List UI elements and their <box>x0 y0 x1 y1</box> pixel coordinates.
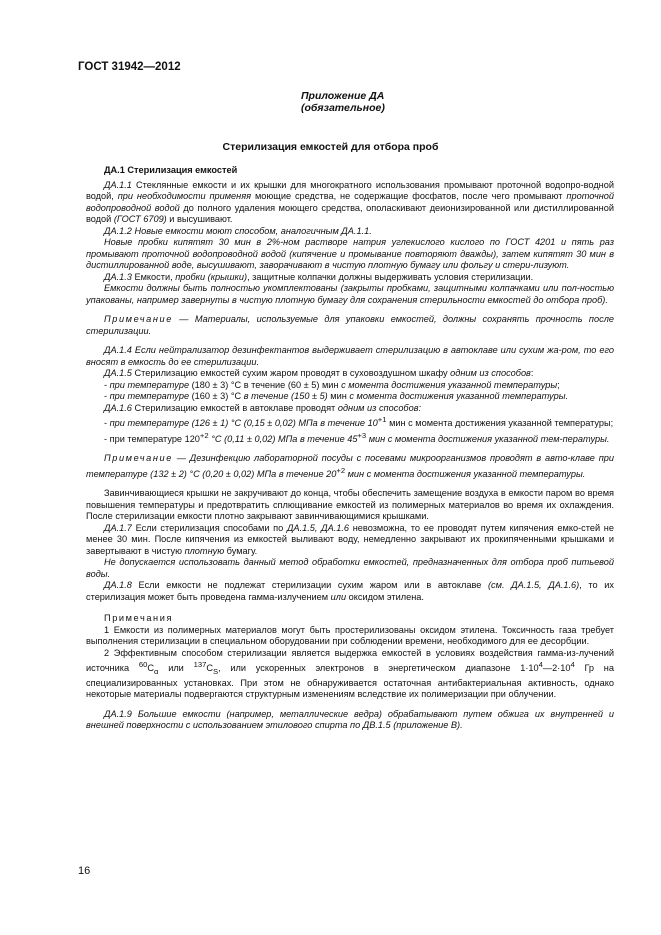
clause-number: ДА.1.3 <box>104 271 132 282</box>
note-ethylene-oxide: 1 Емкости из полимерных материалов могут быть простерилизованы оксидом этилена. Токсичность газа требует выполнения стерилизации в специальном оборудовании при соблюдении времени, необходимого для ее десорбции. <box>86 624 614 647</box>
paragraph-da-1-4: ДА.1.4 Если нейтрализатор дезинфектантов выдерживает стерилизацию в автоклаве или сухим жа-ром, то его вносят в емкость до ее стерилизации. <box>86 345 614 367</box>
paragraph-da-1-3: ДА.1.3 Емкости, пробки (крышки), защитные колпачки должны выдерживать условия стерилизации. <box>104 271 534 282</box>
section-heading: ДА.1 Стерилизация емкостей <box>104 165 238 175</box>
notes-heading: Примечания <box>104 613 174 624</box>
clause-number: ДА.1.5 <box>104 368 132 378</box>
paragraph-new-stoppers: Новые пробки кипятят 30 мин в 2%-ном растворе натрия углекислого кислого по ГОСТ 4201 и пять раз промывают проточной водопроводной водой (кипячение и промывание повторяют дважды), затем кипятят 30 мин в дистиллированной воде, высушивают, заворачивают в чистую плотную бумагу или фольгу и стери-лизуют. <box>86 237 614 270</box>
paragraph-da-1-7: ДА.1.7 Если стерилизация способами по ДА.1.5, ДА.1.6 невозможна, то ее проводят путем кипячения емко-стей не менее 30 мин. После кипячения из емкостей выливают воду, немедленно закрывают их прокипяченными крышками и завертывают в чистую плотную бумагу. <box>86 522 614 556</box>
page-number: 16 <box>78 865 91 877</box>
note-label: Примечание <box>104 314 173 324</box>
clause-number: ДА.1.6 <box>104 402 132 413</box>
note-disinfection: Примечание — Дезинфекцию лабораторной посуды с посевами микроорганизмов проводят в авто-клаве при температуре (132 ± 2) °С (0,20 ± 0,02) МПа в течение $20^{+2}$ мин с момента достижения указанной температуры. <box>86 453 614 479</box>
paragraph-drinking-water: Не допускается использовать данный метод обработки емкостей, предназначенных для отбора проб питьевой воды. <box>86 557 614 579</box>
list-item-autoclave-120: - при температуре $120^{+2}$ °С (0,11 ± 0,02) МПа в течение $45^{+3}$ мин с момента достижения указанной тем-пературы. <box>104 430 610 444</box>
paragraph-screw-caps: Завинчивающиеся крышки не закручивают до конца, чтобы обеспечить замещение воздуха в емкости паром во время повышения температуры и предотвратить сплющивание емкостей из полимерных материалов во время их охлаждения. После стерилизации емкости плотно закрывают завинчивающимися крышками. <box>86 488 614 522</box>
paragraph-da-1-6: ДА.1.6 Стерилизацию емкостей в автоклаве проводят одним из способов: <box>104 402 422 413</box>
note-label: Примечание <box>104 453 173 464</box>
list-item-dry-heat-160: - при температуре (160 ± 3) °С в течение (150 ± 5) мин с момента достижения указанной температуры. <box>104 391 569 401</box>
appendix-label <box>301 90 385 114</box>
paragraph-da-1-5: ДА.1.5 Стерилизацию емкостей сухим жаром проводят в суховоздушном шкафу одним из способов: <box>104 368 534 378</box>
clause-number: ДА.1.7 <box>104 522 132 533</box>
clause-number: ДА.1.8 <box>104 580 132 591</box>
paragraph-da-1-9: ДА.1.9 Большие емкости (например, металлические ведра) обрабатывают путем обжига их внутренней и внешней поверхности с использованием этилового спирта по ДВ.1.5 (приложение В). <box>86 708 614 731</box>
document-body <box>86 165 614 732</box>
paragraph-da-1-8: ДА.1.8 Если емкости не подлежат стерилизации сухим жаром или в автоклаве (см. ДА.1.5, ДА.1.6), то их стерилизация может быть проведена гамма-излучением или оксидом этилена. <box>86 580 614 602</box>
standard-header: ГОСТ 31942—2012 <box>78 61 181 73</box>
clause-number: ДА.1.1 <box>104 179 132 190</box>
note-gamma-radiation: 2 Эффективным способом стерилизации является выдержка емкостей в условиях воздействия гамма-из-лучений источника $^{60}C_\alpha$ или $^{137}C_S$, или ускоренных электронов в энергетическом диапазоне $1\cdot 10^4—2\cdot 10^4$ Гр на специализированных установках. При этом не обнаруживается остаточная антибактериальная активность, однако некоторые материалы подвергаются структурным изменениям вследствие их полимеризации при облучении. <box>86 647 614 700</box>
note-packaging: Примечание — Материалы, используемые для упаковки емкостей, должны сохранять прочность после стерилизации. <box>86 314 614 336</box>
appendix-name: Приложение ДА <box>301 90 385 102</box>
paragraph-completeness: Емкости должны быть полностью укомплектованы (закрыты пробками, защитными колпачками или пол-ностью упакованы, например завернуты в чистую плотную бумагу для сохранения стерильности емкостей до отбора проб). <box>86 283 614 305</box>
list-item-dry-heat-180: - при температуре (180 ± 3) °С в течение (60 ± 5) мин с момента достижения указанной температуры; <box>104 379 560 390</box>
list-item-autoclave-126: - при температуре (126 ± 1) °С (0,15 ± 0,02) МПа в течение $10^{+1}$ мин с момента достижения указанной температуры; <box>104 415 614 429</box>
appendix-status: (обязательное) <box>301 102 385 114</box>
paragraph-da-1-2: ДА.1.2 Новые емкости моют способом, аналогичным ДА.1.1. <box>104 225 372 236</box>
page-title: Стерилизация емкостей для отбора проб <box>222 141 439 153</box>
paragraph-da-1-1: ДА.1.1 Стеклянные емкости и их крышки для многократного использования промывают проточной водопро-водной водой, при необходимости применяя моющие средства, не содержащие фосфатов, после чего промывают проточной водопроводной водой до полного удаления моющего средства, ополаскивают деионизированной или дистиллированной водой (ГОСТ 6709) и высушивают. <box>86 179 614 224</box>
